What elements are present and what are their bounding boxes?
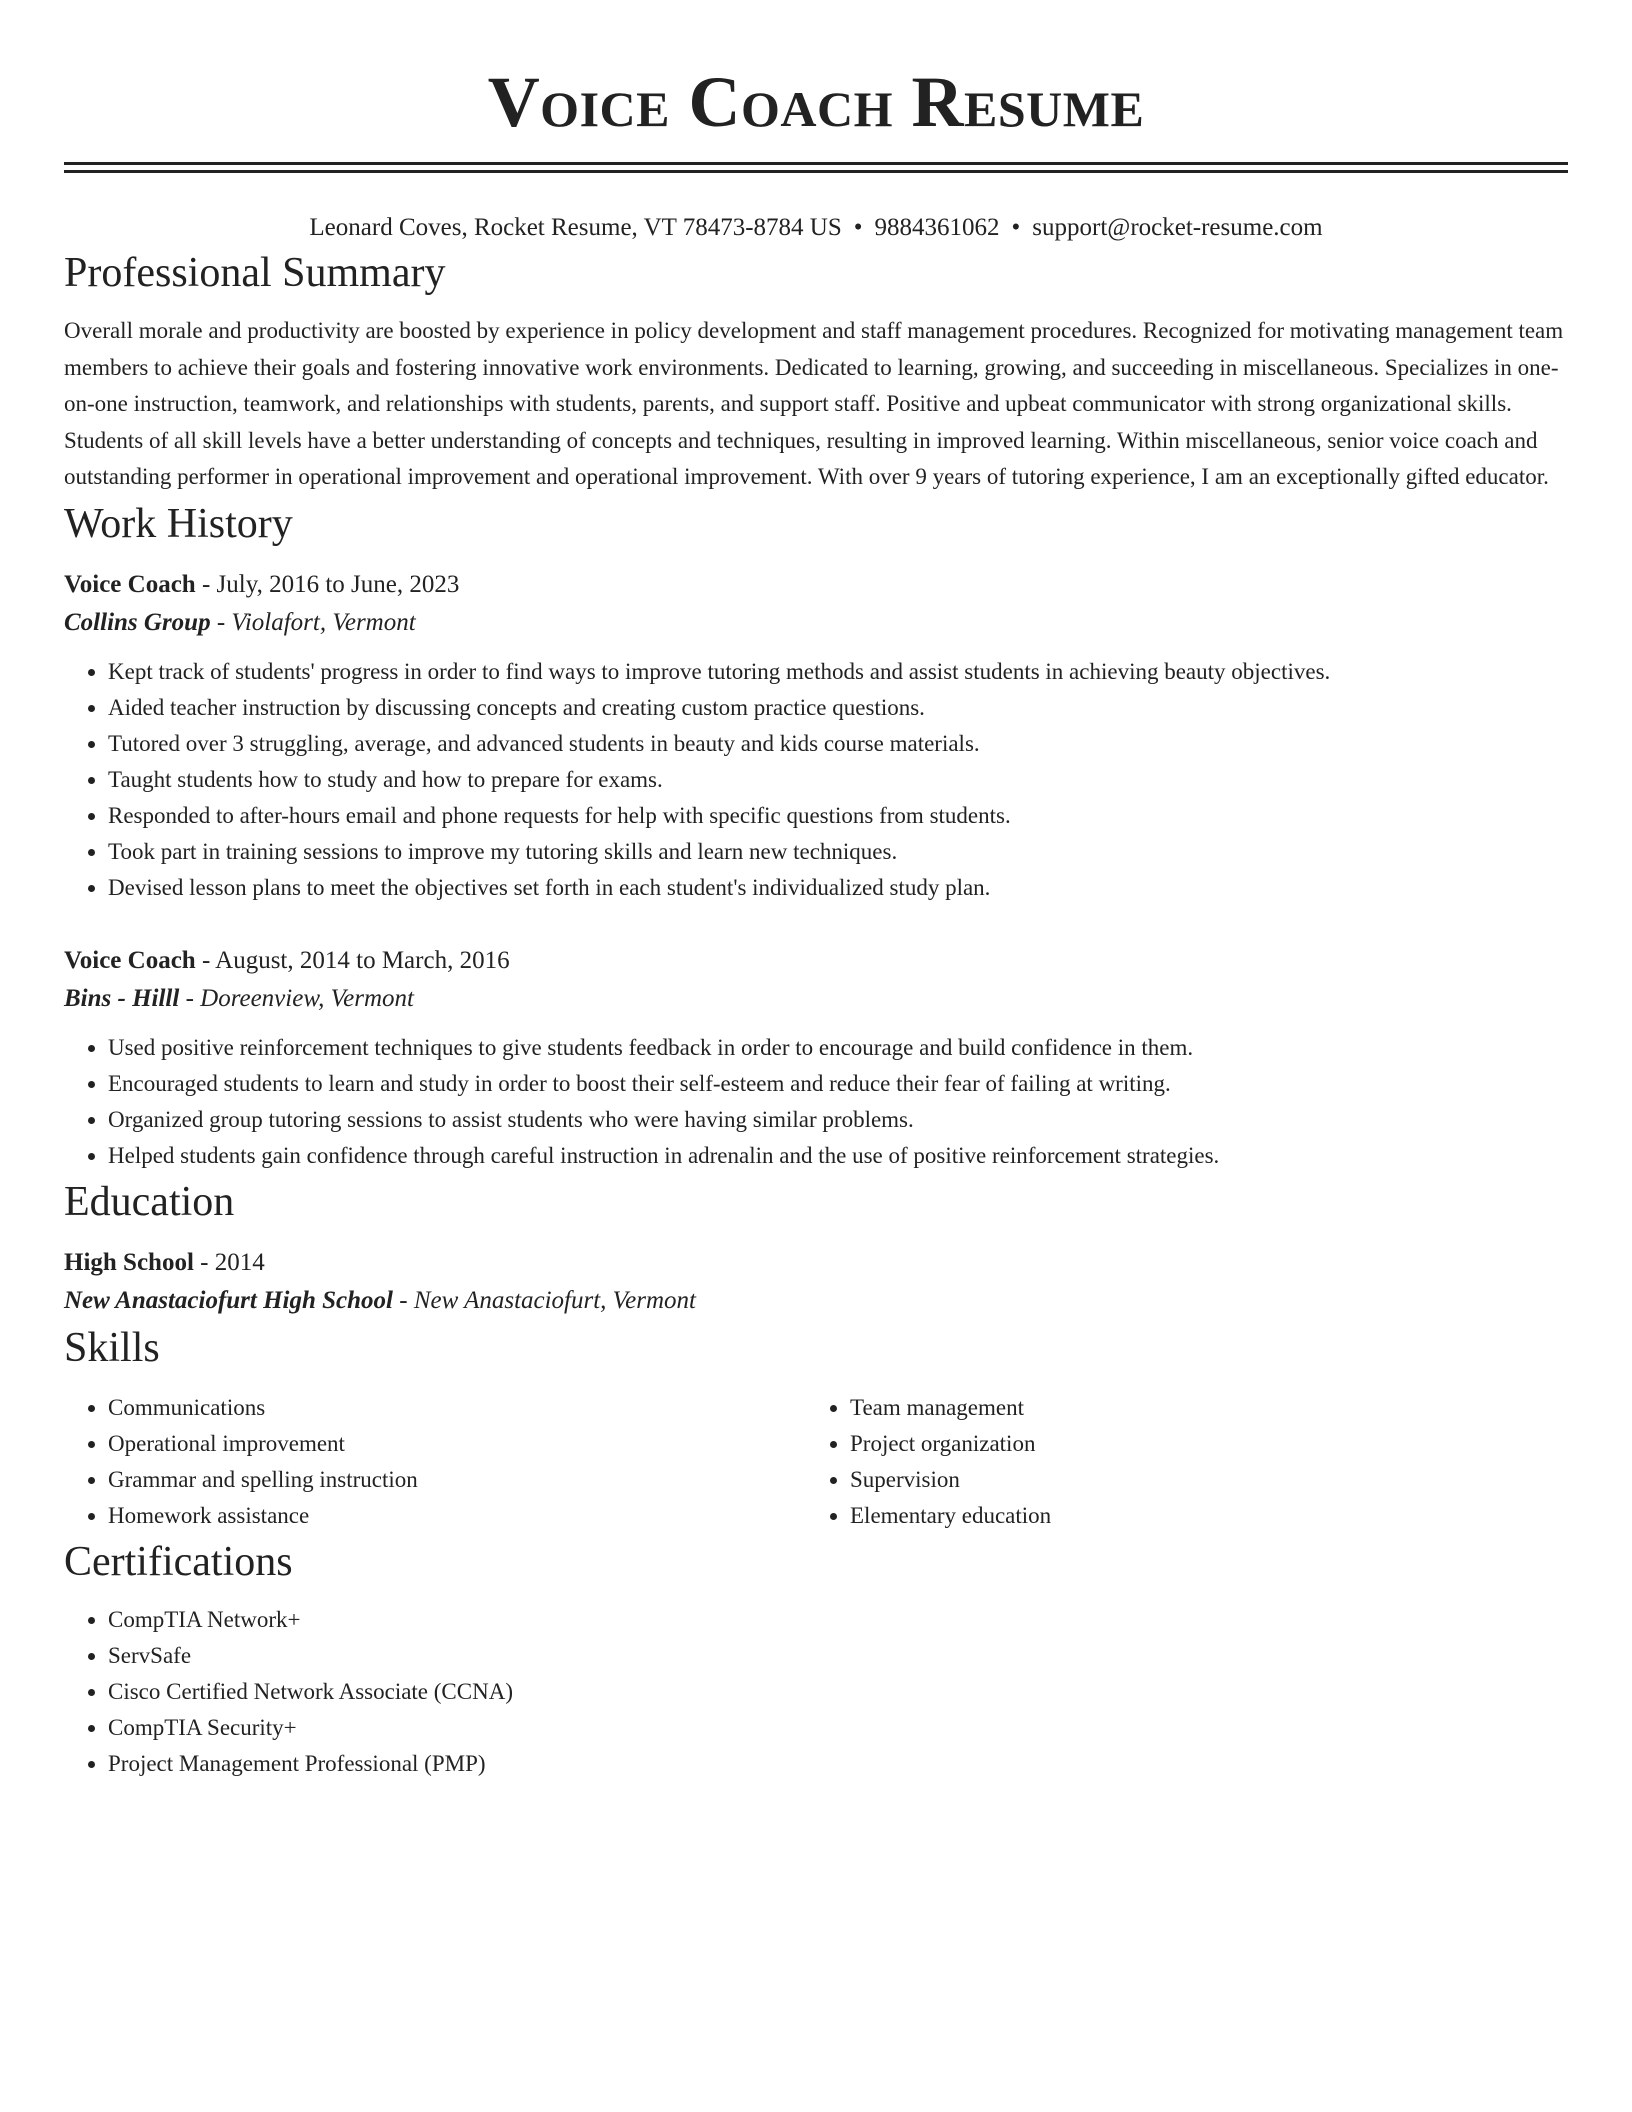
list-item: • Aided teacher instruction by discussing concepts and creating custom practice questions. — [108, 690, 1568, 726]
job-dates: - August, 2014 to March, 2016 — [195, 946, 510, 974]
skill-item: • Operational improvement — [108, 1426, 806, 1462]
job-title: Voice Coach — [64, 570, 196, 598]
list-item: • Kept track of students' progress in order to find ways to improve tutoring methods and assist students in achieving beauty objectives. — [108, 654, 1568, 690]
list-item: • Helped students gain confidence through careful instruction in adrenalin and the use of positive reinforcement strategies. — [108, 1138, 1568, 1174]
certification-item: • Project Management Professional (PMP) — [108, 1746, 1568, 1782]
education-degree: High School — [64, 1248, 194, 1276]
skills-heading: Skills — [64, 1324, 160, 1371]
job-title: Voice Coach — [64, 946, 196, 974]
skills-column-left — [64, 1390, 806, 1534]
contact-email: support@rocket-resume.com — [1032, 214, 1323, 241]
skills-column-right — [806, 1390, 1548, 1534]
contact-separator: • — [1011, 214, 1021, 241]
summary-text: Overall morale and productivity are boosted by experience in policy development and staff management procedures. Recognized for motivating management team members to achieve their goals and fostering innovative work environments. Dedicated to learning, growing, and succeeding in miscellaneous. Specializes in one-on-one instruction, teamwork, and relationships with students, parents, and support staff. Positive and upbeat communicator with strong organizational skills. Students of all skill levels have a better understanding of concepts and techniques, resulting in improved learning. Within miscellaneous, senior voice coach and outstanding performer in operational improvement and operational improvement. With over 9 years of tutoring experience, I am an exceptionally gifted educator. — [64, 318, 1564, 489]
job-company: Bins - Hilll — [64, 984, 180, 1012]
education-heading: Education — [64, 1178, 235, 1225]
contact-phone: 9884361062 — [874, 214, 1000, 241]
list-item: • Took part in training sessions to improve my tutoring skills and learn new techniques. — [108, 834, 1568, 870]
certification-item: • CompTIA Network+ — [108, 1602, 1568, 1638]
education-school: New Anastaciofurt High School — [64, 1286, 393, 1314]
education-degree-line — [64, 1244, 1568, 1282]
contact-separator: • — [853, 214, 863, 241]
skills-grid — [64, 1390, 1568, 1534]
job-bullets — [64, 654, 1568, 906]
list-item: • Organized group tutoring sessions to assist students who were having similar problems. — [108, 1102, 1568, 1138]
certification-item: • CompTIA Security+ — [108, 1710, 1568, 1746]
skill-item: • Grammar and spelling instruction — [108, 1462, 806, 1498]
job-location: - Doreenview, Vermont — [179, 984, 414, 1012]
job-entry — [64, 566, 1568, 906]
education-year: - 2014 — [193, 1248, 265, 1276]
list-item: • Used positive reinforcement techniques to give students feedback in order to encourage and build confidence in them. — [108, 1030, 1568, 1066]
education-location: - New Anastaciofurt, Vermont — [393, 1286, 697, 1314]
work-history-heading: Work History — [64, 500, 293, 547]
list-item: • Responded to after-hours email and phone requests for help with specific questions from students. — [108, 798, 1568, 834]
contact-line — [64, 211, 1568, 245]
job-company: Collins Group — [64, 608, 211, 636]
skill-item: • Project organization — [850, 1426, 1548, 1462]
list-item: • Encouraged students to learn and study in order to boost their self-esteem and reduce their fear of failing at writing. — [108, 1066, 1568, 1102]
certifications-list — [64, 1602, 1568, 1782]
education-school-line — [64, 1282, 1568, 1320]
job-title-line — [64, 566, 1568, 604]
certification-item: • ServSafe — [108, 1638, 1568, 1674]
skill-item: • Communications — [108, 1390, 806, 1426]
list-item: • Devised lesson plans to meet the objectives set forth in each student's individualized study plan. — [108, 870, 1568, 906]
resume-title: Voice Coach Resume — [487, 62, 1145, 142]
list-item: • Taught students how to study and how to prepare for exams. — [108, 762, 1568, 798]
job-company-line — [64, 604, 1568, 642]
list-item: • Tutored over 3 struggling, average, and advanced students in beauty and kids course materials. — [108, 726, 1568, 762]
job-entry — [64, 942, 1568, 1174]
job-bullets — [64, 1030, 1568, 1174]
job-dates: - July, 2016 to June, 2023 — [195, 570, 460, 598]
skill-item: • Homework assistance — [108, 1498, 806, 1534]
title-double-rule — [64, 162, 1568, 173]
certifications-heading: Certifications — [64, 1538, 293, 1585]
job-title-line — [64, 942, 1568, 980]
job-location: - Violafort, Vermont — [210, 608, 416, 636]
summary-heading: Professional Summary — [64, 250, 446, 296]
skill-item: • Elementary education — [850, 1498, 1548, 1534]
skill-item: • Supervision — [850, 1462, 1548, 1498]
skill-item: • Team management — [850, 1390, 1548, 1426]
job-company-line — [64, 980, 1568, 1018]
certification-item: • Cisco Certified Network Associate (CCNA) — [108, 1674, 1568, 1710]
contact-address: Leonard Coves, Rocket Resume, VT 78473-8784 US — [309, 214, 842, 241]
